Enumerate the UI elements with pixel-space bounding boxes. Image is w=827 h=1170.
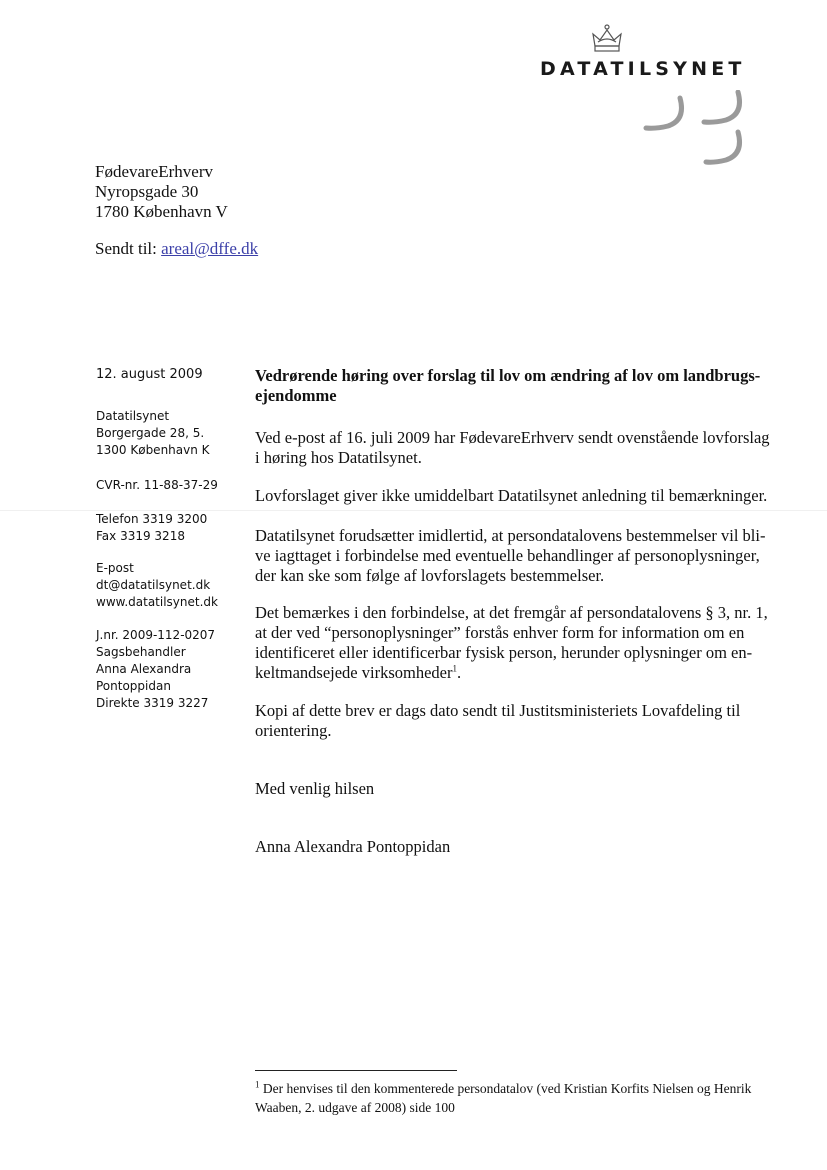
letter-subject [255, 366, 780, 406]
footnote-line [255, 1079, 785, 1098]
paragraph-line: ve iagttaget i forbindelse med eventuelle behandlinger af personoplysninger, [255, 546, 760, 565]
email-address: dt@datatilsynet.dk [96, 578, 211, 592]
email-label: E-post [96, 561, 134, 575]
sender-line: Datatilsynet [96, 409, 170, 423]
case-number: J.nr. 2009-112-0207 [96, 628, 216, 642]
website: www.datatilsynet.dk [96, 595, 218, 609]
paragraph-line [255, 663, 780, 683]
subject-line: ejendomme [255, 386, 337, 405]
footnote [255, 1079, 785, 1117]
letter-date: 12. august 2009 [96, 367, 203, 382]
direct-phone: Direkte 3319 3227 [96, 696, 209, 710]
case-handler-name: Anna Alexandra [96, 662, 192, 676]
footnote-number: 1 [255, 1079, 260, 1090]
case-handler-label: Sagsbehandler [96, 645, 186, 659]
recipient-line: FødevareErhverv [95, 162, 214, 181]
paragraph-line: Datatilsynet forudsætter imidlertid, at persondatalovens bestemmelser vil bli- [255, 526, 766, 545]
paragraph-4 [255, 603, 780, 683]
phone-info [96, 511, 207, 545]
sender-address [96, 408, 210, 459]
recipient-line: 1780 København V [95, 202, 228, 221]
sender-line: 1300 København K [96, 443, 210, 457]
logo-wordmark: DATATILSYNET [540, 58, 746, 80]
paragraph-2 [255, 486, 780, 506]
footnote-text: Der henvises til den kommenterede persondatalov (ved Kristian Korfits Nielsen og Henrik [262, 1081, 752, 1096]
swoosh-marks-icon [640, 90, 760, 170]
paragraph-3 [255, 526, 780, 586]
paragraph-line: identificeret eller identificerbar fysisk person, herunder oplysninger om en- [255, 643, 753, 662]
case-handler-name: Pontoppidan [96, 679, 171, 693]
subject-line: Vedrørende høring over forslag til lov om ændring af lov om landbrugs- [255, 366, 761, 385]
footnote-reference[interactable]: 1 [452, 663, 457, 674]
paragraph-line: Ved e-post af 16. juli 2009 har FødevareErhverv sendt ovenstående lovforslag [255, 428, 770, 447]
paragraph-end: . [456, 663, 462, 682]
case-info [96, 627, 215, 712]
paragraph-1 [255, 428, 780, 468]
recipient-line: Nyropsgade 30 [95, 182, 199, 201]
paragraph-line: i høring hos Datatilsynet. [255, 448, 422, 467]
footnote-line: Waaben, 2. udgave af 2008) side 100 [255, 1100, 455, 1115]
paragraph-line: der kan ske som følge af lovforslagets bestemmelser. [255, 566, 605, 585]
sender-line: Borgergade 28, 5. [96, 426, 205, 440]
paragraph-line: orientering. [255, 721, 332, 740]
sent-to-label: Sendt til: [95, 239, 157, 258]
phone-line: Telefon 3319 3200 [96, 512, 208, 526]
paragraph-line: Lovforslaget giver ikke umiddelbart Datatilsynet anledning til bemærkninger. [255, 486, 768, 505]
recipient-address [95, 162, 228, 222]
signature [255, 837, 780, 857]
cvr-number [96, 477, 218, 494]
paragraph-5 [255, 701, 780, 741]
contact-info [96, 560, 218, 611]
cvr-line: CVR-nr. 11-88-37-29 [96, 478, 218, 492]
closing-text: Med venlig hilsen [255, 779, 375, 798]
signature-name: Anna Alexandra Pontoppidan [255, 837, 451, 856]
crown-icon [590, 24, 624, 54]
recipient-email-link[interactable]: areal@dffe.dk [161, 239, 259, 258]
paragraph-line: Kopi af dette brev er dags dato sendt til Justitsministeriets Lovafdeling til [255, 701, 741, 720]
closing [255, 779, 780, 799]
fax-line: Fax 3319 3218 [96, 529, 185, 543]
sent-to [95, 239, 258, 259]
paragraph-line: at der ved “personoplysninger” forstås enhver form for information om en [255, 623, 745, 642]
paragraph-text: keltmandsejede virksomheder [255, 663, 453, 682]
paragraph-line: Det bemærkes i den forbindelse, at det fremgår af persondatalovens § 3, nr. 1, [255, 603, 768, 622]
footnote-separator [255, 1070, 457, 1071]
